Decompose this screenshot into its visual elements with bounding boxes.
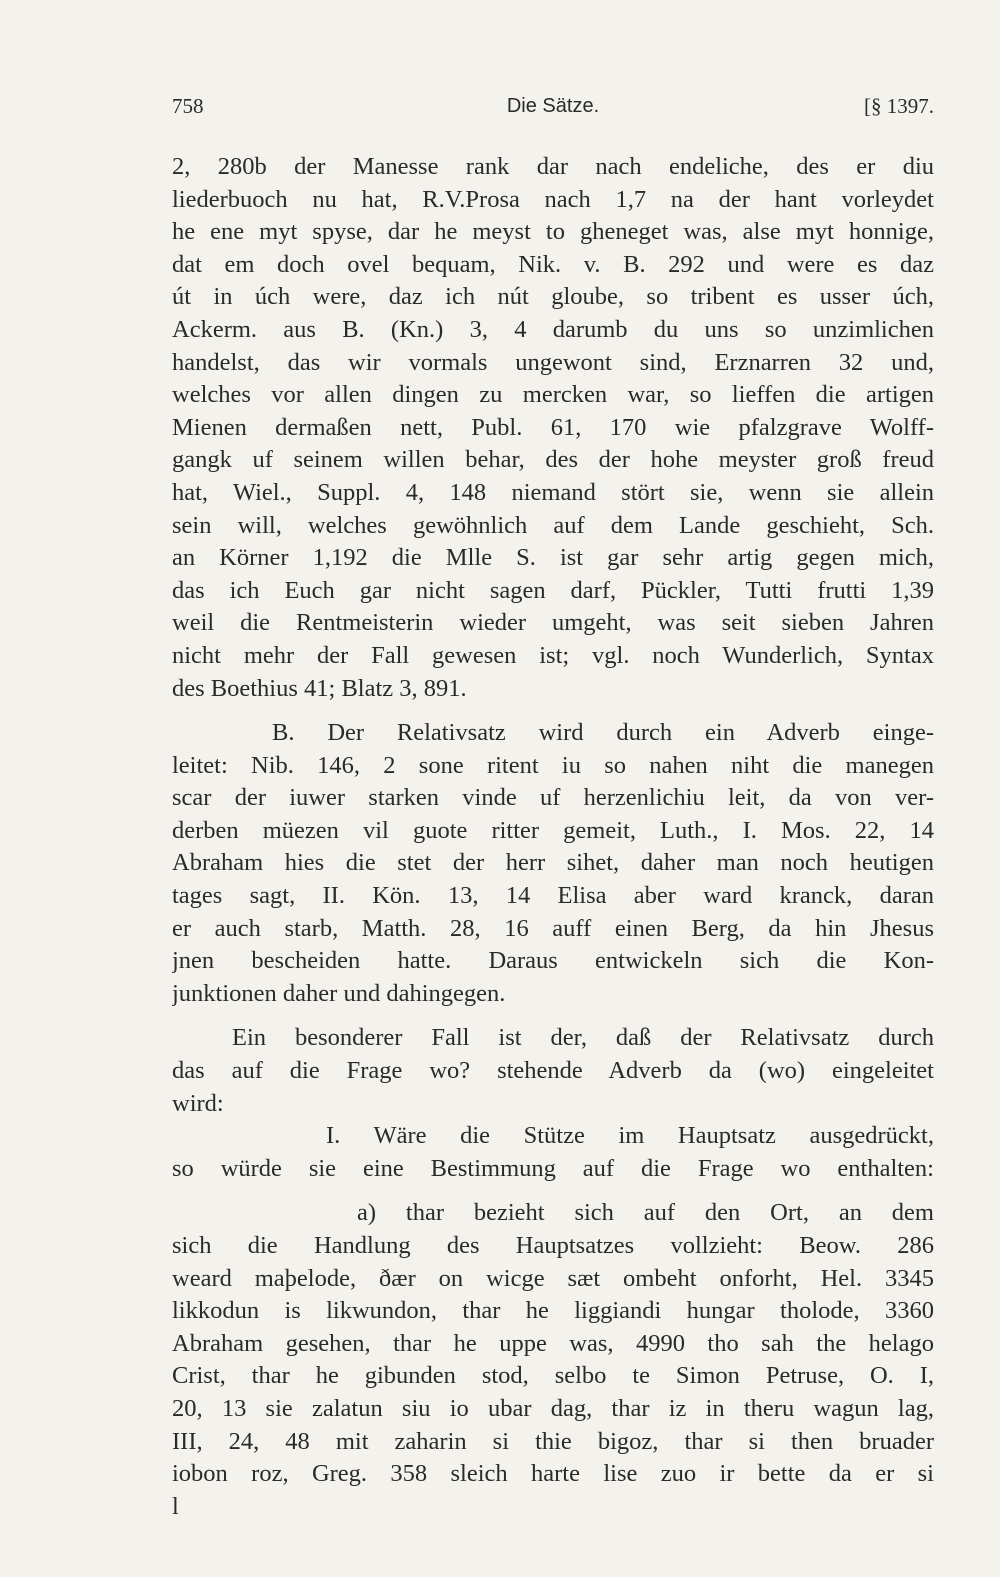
text-line: weil die Rentmeisterin wieder umgeht, was seit sieben Jahren bbox=[172, 609, 934, 637]
text-line: gangk uf seinem willen behar, des der hohe meyster groß freud bbox=[172, 446, 934, 474]
text-line: dat em doch ovel bequam, Nik. v. B. 292 und were es daz bbox=[172, 250, 934, 278]
text-line: sich die Handlung des Hauptsatzes vollzieht: Beow. 286 bbox=[172, 1232, 934, 1259]
text-line: das ich Euch gar nicht sagen darf, Pückler, Tutti frutti 1,39 bbox=[172, 576, 934, 604]
running-title: Die Sätze. bbox=[506, 95, 600, 117]
text-line: tages sagt, II. Kön. 13, 14 Elisa aber ward kranck, daran bbox=[172, 882, 934, 910]
text-line: 20, 13 sie zalatun siu io ubar dag, thar iz in theru wagun lag, bbox=[172, 1394, 934, 1422]
text-line: Ackerm. aus B. (Kn.) 3, 4 darumb du uns so unzimlichen bbox=[172, 315, 934, 343]
text-line: iobon roz, Greg. 358 sleich harte lise zuo ir bette da er si bbox=[172, 1460, 934, 1488]
text-line: a) thar bezieht sich auf den Ort, an dem bbox=[357, 1199, 934, 1227]
text-line: er auch starb, Matth. 28, 16 auff einen Berg, da hin Jhesus bbox=[172, 914, 934, 942]
paragraph-4 bbox=[172, 1120, 934, 1185]
text-line: Abraham hies die stet der herr sihet, daher man noch heutigen bbox=[172, 849, 934, 877]
text-line: Crist, thar he gibunden stod, selbo te Simon Petruse, O. I, bbox=[172, 1362, 934, 1390]
text-line: handelst, das wir vormals ungewont sind, Erznarren 32 und, bbox=[172, 348, 934, 376]
text-line: I. Wäre die Stütze im Hauptsatz ausgedrückt, bbox=[326, 1122, 934, 1150]
text-line: so würde sie eine Bestimmung auf die Frage wo enthalten: bbox=[172, 1154, 934, 1182]
text-line: junktionen daher und dahingegen. bbox=[172, 979, 506, 1007]
text-line: derben müezen vil guote ritter gemeit, Luth., I. Mos. 22, 14 bbox=[172, 816, 934, 844]
text-line: wird: bbox=[172, 1089, 224, 1117]
section-marker: [§ 1397. bbox=[864, 94, 934, 118]
page-number: 758 bbox=[172, 94, 204, 118]
text-line: likkodun is likwundon, thar he liggiandi hungar tholode, 3360 bbox=[172, 1297, 934, 1325]
paragraph-5 bbox=[172, 1197, 934, 1523]
paragraph-2 bbox=[172, 717, 934, 1010]
text-line: weard maþelode, ðær on wicge sæt ombeht onforht, Hel. 3345 bbox=[172, 1264, 934, 1292]
text-line: scar der iuwer starken vinde uf herzenlichiu leit, da von ver- bbox=[172, 784, 934, 812]
paragraph-1 bbox=[172, 151, 934, 705]
text-line: Ein besonderer Fall ist der, daß der Relativsatz durch bbox=[232, 1024, 934, 1052]
text-line: Abraham gesehen, thar he uppe was, 4990 tho sah the helago bbox=[172, 1329, 934, 1357]
paragraph-3 bbox=[172, 1022, 934, 1120]
running-header bbox=[172, 88, 934, 124]
text-line: jnen bescheiden hatte. Daraus entwickeln sich die Kon- bbox=[172, 947, 934, 975]
text-line: 2, 280b der Manesse rank dar nach endeliche, des er diu bbox=[172, 153, 934, 180]
text-line: út in úch were, daz ich nút gloube, so tribent es usser úch, bbox=[172, 283, 934, 311]
text-line: das auf die Frage wo? stehende Adverb da (wo) eingeleitet bbox=[172, 1057, 934, 1085]
text-line: an Körner 1,192 die Mlle S. ist gar sehr artig gegen mich, bbox=[172, 544, 934, 572]
text-line: Mienen dermaßen nett, Publ. 61, 170 wie pfalzgrave Wolff- bbox=[172, 413, 934, 441]
text-line: B. Der Relativsatz wird durch ein Adverb einge- bbox=[272, 719, 934, 747]
text-line: hat, Wiel., Suppl. 4, 148 niemand stört sie, wenn sie allein bbox=[172, 478, 934, 506]
text-line: he ene myt spyse, dar he meyst to gheneget was, alse myt honnige, bbox=[172, 218, 934, 246]
text-line: liederbuoch nu hat, R.V.Prosa nach 1,7 na der hant vorleydet bbox=[172, 185, 934, 213]
text-line: des Boethius 41; Blatz 3, 891. bbox=[172, 674, 467, 702]
text-line: nicht mehr der Fall gewesen ist; vgl. noch Wunderlich, Syntax bbox=[172, 641, 934, 669]
text-line: sein will, welches gewöhnlich auf dem Lande geschieht, Sch. bbox=[172, 511, 934, 539]
text-line: leitet: Nib. 146, 2 sone ritent iu so nahen niht die manegen bbox=[172, 751, 934, 779]
page-body bbox=[172, 151, 934, 1523]
text-line: l bbox=[172, 1492, 179, 1520]
text-line: III, 24, 48 mit zaharin si thie bigoz, thar si then bruader bbox=[172, 1427, 934, 1455]
text-line: welches vor allen dingen zu mercken war, so lieffen die artigen bbox=[172, 381, 934, 409]
